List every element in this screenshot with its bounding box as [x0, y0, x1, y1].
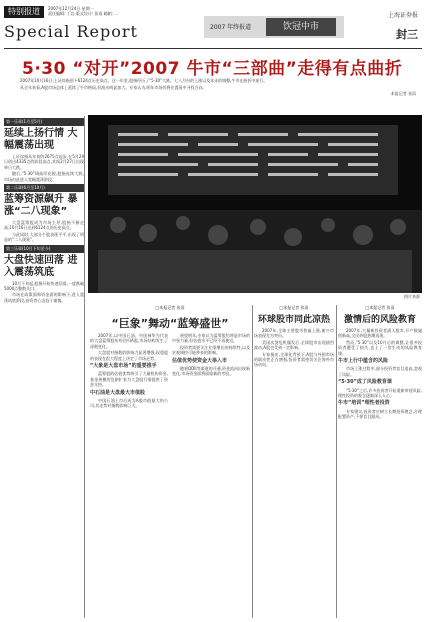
article-body	[338, 328, 422, 420]
paragraph: 2007年,全球主要股市普遍上涨,新兴市场表现尤为突出。	[254, 328, 334, 339]
article-global-markets	[254, 305, 334, 618]
paragraph: 大盘蓝筹股成为市场主导,股指不断走高,10月16日达到6124点的历史高点。	[4, 220, 84, 231]
paragraph: 2007年,大量新投资者涌入股市,开户数屡创新高,全民炒股热潮再现。	[338, 328, 422, 339]
headline-global: 环球股市同此凉热	[257, 315, 330, 325]
banner-small: 2007 年终报道	[210, 24, 252, 31]
paragraph: 专家指出,全球化背景下,A股与外围市场的联动性正在增强,投资者需密切关注海外市场动向。	[254, 351, 334, 368]
text-column	[172, 333, 250, 410]
dek: □本报记者 张雨	[155, 305, 185, 310]
paragraph: 专家建议,投资者应树立长期投资理念,合理配置资产,不要盲目跟风。	[338, 408, 422, 420]
left-article-1	[4, 154, 84, 182]
year-end-banner	[204, 16, 344, 38]
left-article-3	[4, 281, 84, 304]
paragraph: 2007年,以中国石油、中国神华为代表的大盘蓝筹股纷纷回归A股,市场结构发生了深刻变化。	[90, 333, 168, 349]
subhead: “5·30”成了风险教育课	[338, 379, 392, 386]
paragraph: 展望明年,专家认为蓝筹股仍将是市场的中坚力量,但估值水平已经不再便宜。	[172, 333, 250, 344]
article-risk-education	[338, 305, 422, 618]
page-header	[4, 4, 422, 49]
paragraph: 中国石油上市后成为A股市值最大的公司,其走势对指数影响巨大。	[90, 398, 168, 409]
paragraph: 美国次贷危机爆发后,全球股市出现剧烈波动,A股也受到一定影响。	[254, 339, 334, 351]
issue-meta: 2007年12月24日 星期一 责任编辑: 丁岩 版式设计: 张雨 邮箱: ...	[48, 6, 119, 16]
dek: □本报记者 张雨	[279, 305, 309, 310]
headline-blue-chip: “巨象”舞动“蓝筹盛世”	[111, 317, 229, 330]
main-headline: 5·30 “对开”2007 牛市“三部曲”走得有点曲折	[22, 59, 403, 79]
left-headline-2: 蓝筹资源飙升 暴涨“二八现象”	[4, 194, 78, 218]
paragraph: 市场在政策面和资金面的影响下,进入震荡筑底阶段,投资者心态趋于谨慎。	[4, 292, 84, 303]
section-tag: 第三乐章(10月下旬至今)	[4, 245, 84, 253]
lead-paragraph: 2007年10月16日,上证综指创下6124点历史高点。这一年里,股指经历了“5·30”大跌、七八月份的上涨以及年末的调整,牛市在曲折中前行。	[20, 78, 268, 83]
trading-floor-photo	[88, 115, 422, 293]
lead-article	[12, 78, 416, 97]
photo-caption: 图片来源	[404, 294, 420, 299]
paragraph: 与此同时,大部分个股表现平平,出现了明显的“二八现象”。	[4, 231, 84, 243]
column-brand: 特别报道	[4, 6, 44, 18]
paragraph: 然而,“5·30”以及10月后的调整,让很多投资者遭受了损失,也上了一堂生动的风险教育课。	[338, 339, 422, 356]
paragraph: 上证综指从年初的2675点起步,在5月29日创出4335点的阶段高点,其间2月27日出现单日大跌。	[4, 154, 84, 170]
article-body	[254, 328, 334, 368]
section-tag: 第一乐章(1月至5月)	[4, 118, 84, 126]
subhead: 牛市“培训”理性者投资	[338, 400, 390, 407]
subhead: “大象是大盘市场”的重要推手	[90, 363, 157, 370]
paragraph: 市场上涨过程中,部分投资者盲目追高,忽视了风险。	[338, 366, 422, 377]
lead-paragraph: 从全年来看,A股市场总体上延续了牛市格局,但波动明显加大。专家认为,明年市场仍将在震荡中寻找方向。	[20, 84, 207, 90]
subhead: 牛市上行中蕴含的风险	[338, 358, 389, 365]
paragraph: “5·30”之后,许多投资者开始重新审视风险,理性投资的观念逐渐深入人心。	[338, 387, 422, 399]
subhead: 估值优势使资金大举入市	[172, 357, 228, 364]
section-title-en: Special Report	[4, 22, 138, 41]
left-article-2	[4, 220, 84, 243]
column-divider	[252, 305, 253, 618]
section-tag: 第二乐章(6月至10月)	[4, 184, 84, 192]
paragraph: 投资者需要关注业绩增长的持续性,以及宏观调控可能带来的影响。	[172, 344, 250, 356]
article-blue-chip	[90, 305, 250, 618]
banner-big: 饮冠中市	[266, 18, 336, 36]
paragraph: 10月下旬起,股指开始快速回落,一度跌破5000点整数关口。	[4, 280, 84, 292]
paragraph: 随着QDII等渠道的开通,资金流向出现新变化,市场资金面将面临新的考验。	[172, 366, 250, 377]
column-divider	[336, 305, 337, 618]
byline: 本报记者 张雨	[390, 91, 416, 97]
subhead: 中石油是大盘最大市值股	[90, 389, 146, 396]
paper-name: 上海证券报	[387, 12, 418, 19]
left-headline-3: 大盘快速回落 进入震荡筑底	[4, 254, 78, 278]
two-column-body	[90, 333, 250, 410]
paragraph: 蓝筹股的估值优势吸引了大量机构资金,基金规模的急剧扩张为大盘股行情提供了资金支持。	[90, 371, 168, 388]
left-headline-1: 延续上扬行情 大幅震荡出现	[4, 128, 78, 151]
paragraph: 随后,“5·30”调高印花税,股指连续大跌,市场由此进入宽幅震荡阶段。	[4, 171, 84, 182]
page-name: 封三	[396, 28, 418, 41]
left-column	[4, 116, 85, 618]
text-column	[90, 333, 168, 410]
headline-risk: 激情后的风险教育	[343, 315, 416, 325]
paragraph: 大盘股对指数的影响力显著增强,权重股的表现在很大程度上决定了市场走势。	[90, 350, 168, 361]
dek: □本报记者 张雨	[365, 305, 395, 310]
